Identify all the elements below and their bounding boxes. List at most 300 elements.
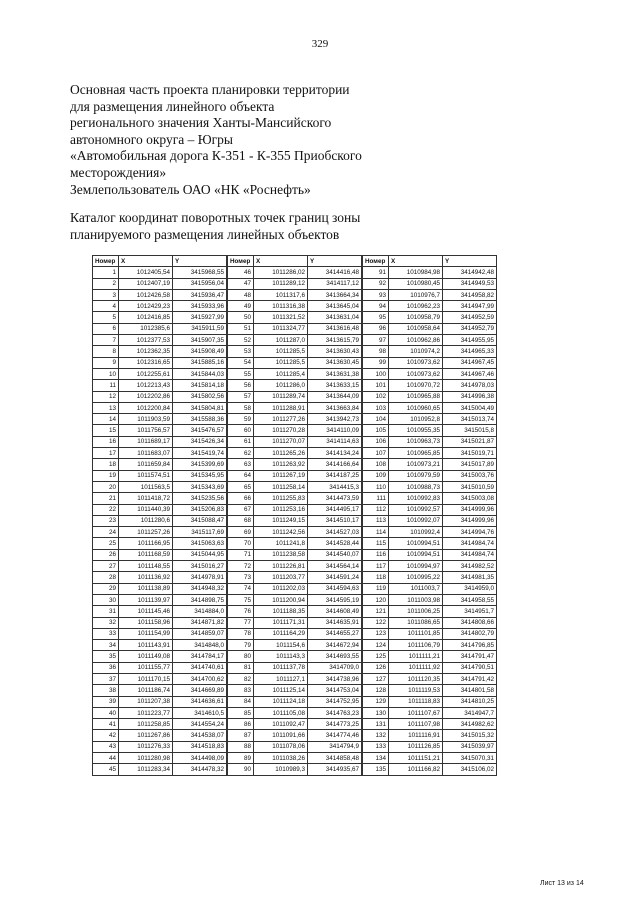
point-number-cell: 89 — [228, 753, 254, 764]
point-number-cell: 13 — [93, 402, 119, 413]
table-row — [93, 606, 227, 617]
x-coordinate-cell: 1011226,81 — [254, 561, 308, 572]
x-coordinate-cell: 1010995,22 — [389, 572, 443, 583]
x-coordinate-cell: 1011258,14 — [254, 481, 308, 492]
point-number-cell: 17 — [93, 448, 119, 459]
y-coordinate-cell: 3414884,0 — [173, 606, 227, 617]
table-row — [228, 753, 362, 764]
table-row — [228, 730, 362, 741]
table-row — [228, 741, 362, 752]
point-number-cell: 9 — [93, 357, 119, 368]
point-number-cell: 123 — [363, 628, 389, 639]
table-row — [228, 312, 362, 323]
y-coordinate-cell: 3415419,74 — [173, 448, 227, 459]
point-number-cell: 42 — [93, 730, 119, 741]
x-coordinate-cell: 1011321,52 — [254, 312, 308, 323]
table-row — [228, 436, 362, 447]
point-number-cell: 119 — [363, 583, 389, 594]
x-coordinate-cell: 1011143,3 — [254, 651, 308, 662]
x-coordinate-cell: 1011107,98 — [389, 719, 443, 730]
x-coordinate-cell: 1011138,89 — [119, 583, 173, 594]
y-coordinate-cell: 3414871,82 — [173, 617, 227, 628]
point-number-cell: 74 — [228, 583, 254, 594]
x-coordinate-cell: 1012426,58 — [119, 289, 173, 300]
table-row — [93, 764, 227, 775]
y-coordinate-cell: 3414967,45 — [443, 357, 497, 368]
table-row — [363, 640, 497, 651]
x-coordinate-cell: 1011659,84 — [119, 459, 173, 470]
x-coordinate-cell: 1011267,86 — [119, 730, 173, 741]
x-coordinate-cell: 1010973,62 — [389, 357, 443, 368]
point-number-cell: 76 — [228, 606, 254, 617]
x-coordinate-cell: 1011200,94 — [254, 594, 308, 605]
point-number-cell: 16 — [93, 436, 119, 447]
point-number-cell: 87 — [228, 730, 254, 741]
point-number-cell: 23 — [93, 515, 119, 526]
table-row — [228, 470, 362, 481]
catalog-title-line: планируемого размещения линейных объектов — [70, 226, 340, 242]
table-row — [228, 504, 362, 515]
point-number-cell: 11 — [93, 380, 119, 391]
point-number-cell: 71 — [228, 549, 254, 560]
point-number-cell: 75 — [228, 594, 254, 605]
y-coordinate-cell: 3414473,59 — [308, 493, 362, 504]
y-coordinate-cell: 3414591,24 — [308, 572, 362, 583]
point-number-cell: 127 — [363, 673, 389, 684]
table-row — [363, 323, 497, 334]
point-number-cell: 38 — [93, 685, 119, 696]
x-coordinate-cell: 1011265,26 — [254, 448, 308, 459]
y-coordinate-cell: 3414996,38 — [443, 391, 497, 402]
x-coordinate-cell: 1011288,91 — [254, 402, 308, 413]
x-coordinate-cell: 1012362,35 — [119, 346, 173, 357]
x-coordinate-cell: 1011756,57 — [119, 425, 173, 436]
point-number-cell: 86 — [228, 719, 254, 730]
point-number-cell: 40 — [93, 707, 119, 718]
x-coordinate-cell: 1011683,07 — [119, 448, 173, 459]
point-number-cell: 77 — [228, 617, 254, 628]
x-coordinate-cell: 1011255,83 — [254, 493, 308, 504]
y-coordinate-cell: 3414610,5 — [173, 707, 227, 718]
x-coordinate-cell: 1011148,55 — [119, 561, 173, 572]
table-row — [363, 346, 497, 357]
y-coordinate-cell: 3415426,34 — [173, 436, 227, 447]
table-row — [93, 549, 227, 560]
column-header: Номер — [93, 256, 119, 267]
y-coordinate-cell: 3415117,69 — [173, 527, 227, 538]
x-coordinate-cell: 1011257,26 — [119, 527, 173, 538]
point-number-cell: 19 — [93, 470, 119, 481]
y-coordinate-cell: 3415936,47 — [173, 289, 227, 300]
table-row — [93, 391, 227, 402]
y-coordinate-cell: 3414655,27 — [308, 628, 362, 639]
table-row — [363, 515, 497, 526]
x-coordinate-cell: 1011171,31 — [254, 617, 308, 628]
table-row — [228, 628, 362, 639]
x-coordinate-cell: 1011091,66 — [254, 730, 308, 741]
table-row — [228, 707, 362, 718]
table-row — [228, 651, 362, 662]
x-coordinate-cell: 1012200,84 — [119, 402, 173, 413]
y-coordinate-cell: 3414994,76 — [443, 527, 497, 538]
table-row — [93, 673, 227, 684]
y-coordinate-cell: 3414978,03 — [443, 380, 497, 391]
point-number-cell: 88 — [228, 741, 254, 752]
y-coordinate-cell: 3414528,44 — [308, 538, 362, 549]
y-coordinate-cell: 3414498,09 — [173, 753, 227, 764]
point-number-cell: 54 — [228, 357, 254, 368]
x-coordinate-cell: 1010976,7 — [389, 289, 443, 300]
y-coordinate-cell: 3414952,59 — [443, 312, 497, 323]
x-coordinate-cell: 1010979,59 — [389, 470, 443, 481]
x-coordinate-cell: 1011006,25 — [389, 606, 443, 617]
point-number-cell: 84 — [228, 696, 254, 707]
point-number-cell: 22 — [93, 504, 119, 515]
column-header: Номер — [228, 256, 254, 267]
table-row — [363, 583, 497, 594]
y-coordinate-cell: 3414942,48 — [443, 267, 497, 278]
table-row — [93, 380, 227, 391]
y-coordinate-cell: 3415956,04 — [173, 278, 227, 289]
x-coordinate-cell: 1010992,57 — [389, 504, 443, 515]
table-row — [228, 515, 362, 526]
point-number-cell: 14 — [93, 414, 119, 425]
catalog-title-line: Каталог координат поворотных точек границ зоны — [70, 210, 361, 225]
x-coordinate-cell: 1011154,6 — [254, 640, 308, 651]
title-line: для размещения линейного объекта — [70, 98, 275, 114]
point-number-cell: 70 — [228, 538, 254, 549]
point-number-cell: 116 — [363, 549, 389, 560]
x-coordinate-cell: 1010958,64 — [389, 323, 443, 334]
table-row — [363, 357, 497, 368]
x-coordinate-cell: 1011263,92 — [254, 459, 308, 470]
table-row — [93, 504, 227, 515]
point-number-cell: 64 — [228, 470, 254, 481]
point-number-cell: 3 — [93, 289, 119, 300]
point-number-cell: 83 — [228, 685, 254, 696]
y-coordinate-cell: 3414564,14 — [308, 561, 362, 572]
x-coordinate-cell: 1010965,88 — [389, 391, 443, 402]
x-coordinate-cell: 1010994,51 — [389, 538, 443, 549]
y-coordinate-cell: 3414773,25 — [308, 719, 362, 730]
point-number-cell: 55 — [228, 368, 254, 379]
x-coordinate-cell: 1011283,34 — [119, 764, 173, 775]
point-number-cell: 37 — [93, 673, 119, 684]
x-coordinate-cell: 1010980,45 — [389, 278, 443, 289]
title-line: Основная часть проекта планировки территории — [70, 82, 350, 97]
x-coordinate-cell: 1011003,98 — [389, 594, 443, 605]
table-row — [93, 312, 227, 323]
table-row — [228, 673, 362, 684]
x-coordinate-cell: 1011277,26 — [254, 414, 308, 425]
point-number-cell: 18 — [93, 459, 119, 470]
point-number-cell: 32 — [93, 617, 119, 628]
coordinates-table-1 — [92, 255, 227, 776]
table-row — [93, 594, 227, 605]
table-row — [363, 301, 497, 312]
x-coordinate-cell: 1011119,53 — [389, 685, 443, 696]
y-coordinate-cell: 3414114,63 — [308, 436, 362, 447]
point-number-cell: 47 — [228, 278, 254, 289]
point-number-cell: 35 — [93, 651, 119, 662]
point-number-cell: 46 — [228, 267, 254, 278]
table-row — [93, 414, 227, 425]
point-number-cell: 113 — [363, 515, 389, 526]
y-coordinate-cell: 3414999,96 — [443, 515, 497, 526]
x-coordinate-cell: 1010962,23 — [389, 301, 443, 312]
point-number-cell: 69 — [228, 527, 254, 538]
table-row — [93, 561, 227, 572]
y-coordinate-cell: 3415015,32 — [443, 730, 497, 741]
x-coordinate-cell: 1010984,98 — [389, 267, 443, 278]
point-number-cell: 110 — [363, 481, 389, 492]
y-coordinate-cell: 3414947,99 — [443, 301, 497, 312]
x-coordinate-cell: 1011286,02 — [254, 267, 308, 278]
table-row — [228, 368, 362, 379]
x-coordinate-cell: 1012416,85 — [119, 312, 173, 323]
y-coordinate-cell: 3413645,04 — [308, 301, 362, 312]
point-number-cell: 121 — [363, 606, 389, 617]
x-coordinate-cell: 1011289,12 — [254, 278, 308, 289]
y-coordinate-cell: 3414898,75 — [173, 594, 227, 605]
y-coordinate-cell: 3414948,32 — [173, 583, 227, 594]
point-number-cell: 12 — [93, 391, 119, 402]
table-row — [228, 323, 362, 334]
y-coordinate-cell: 3414965,33 — [443, 346, 497, 357]
x-coordinate-cell: 1011317,6 — [254, 289, 308, 300]
y-coordinate-cell: 3414801,58 — [443, 685, 497, 696]
y-coordinate-cell: 3414495,17 — [308, 504, 362, 515]
point-number-cell: 124 — [363, 640, 389, 651]
y-coordinate-cell: 3414416,48 — [308, 267, 362, 278]
x-coordinate-cell: 1011038,26 — [254, 753, 308, 764]
x-coordinate-cell: 1010994,97 — [389, 561, 443, 572]
point-number-cell: 78 — [228, 628, 254, 639]
y-coordinate-cell: 3414810,25 — [443, 696, 497, 707]
y-coordinate-cell: 3414791,47 — [443, 651, 497, 662]
y-coordinate-cell: 3414802,79 — [443, 628, 497, 639]
x-coordinate-cell: 1011120,35 — [389, 673, 443, 684]
point-number-cell: 94 — [363, 301, 389, 312]
table-row — [93, 459, 227, 470]
y-coordinate-cell: 3414608,49 — [308, 606, 362, 617]
y-coordinate-cell: 3415885,16 — [173, 357, 227, 368]
point-number-cell: 73 — [228, 572, 254, 583]
table-row — [363, 368, 497, 379]
x-coordinate-cell: 1011136,92 — [119, 572, 173, 583]
x-coordinate-cell: 1011285,4 — [254, 368, 308, 379]
table-row — [93, 640, 227, 651]
column-header: Номер — [363, 256, 389, 267]
point-number-cell: 91 — [363, 267, 389, 278]
x-coordinate-cell: 1011242,56 — [254, 527, 308, 538]
x-coordinate-cell: 1011903,59 — [119, 414, 173, 425]
table-row — [363, 391, 497, 402]
table-row — [228, 278, 362, 289]
y-coordinate-cell: 3414700,62 — [173, 673, 227, 684]
y-coordinate-cell: 3413630,45 — [308, 357, 362, 368]
y-coordinate-cell: 3414784,17 — [173, 651, 227, 662]
y-coordinate-cell: 3414693,55 — [308, 651, 362, 662]
x-coordinate-cell: 1011241,8 — [254, 538, 308, 549]
x-coordinate-cell: 1011158,96 — [119, 617, 173, 628]
y-coordinate-cell: 3414955,95 — [443, 335, 497, 346]
x-coordinate-cell: 1011164,29 — [254, 628, 308, 639]
y-coordinate-cell: 3414959,0 — [443, 583, 497, 594]
y-coordinate-cell: 3414848,0 — [173, 640, 227, 651]
table-row — [363, 753, 497, 764]
column-header: Y — [173, 256, 227, 267]
point-number-cell: 107 — [363, 448, 389, 459]
x-coordinate-cell: 1011440,39 — [119, 504, 173, 515]
y-coordinate-cell: 3414110,09 — [308, 425, 362, 436]
point-number-cell: 101 — [363, 380, 389, 391]
x-coordinate-cell: 1010960,65 — [389, 402, 443, 413]
y-coordinate-cell: 3415927,99 — [173, 312, 227, 323]
table-row — [93, 527, 227, 538]
document-title — [70, 82, 530, 198]
point-number-cell: 135 — [363, 764, 389, 775]
title-line: Землепользователь ОАО «НК «Роснефть» — [70, 181, 311, 197]
point-number-cell: 126 — [363, 662, 389, 673]
table-row — [93, 323, 227, 334]
column-header: Y — [443, 256, 497, 267]
x-coordinate-cell: 1011151,21 — [389, 753, 443, 764]
point-number-cell: 8 — [93, 346, 119, 357]
table-row — [363, 696, 497, 707]
table-row — [363, 673, 497, 684]
y-coordinate-cell: 3415013,74 — [443, 414, 497, 425]
x-coordinate-cell: 1011111,92 — [389, 662, 443, 673]
y-coordinate-cell: 3414949,53 — [443, 278, 497, 289]
y-coordinate-cell: 3413631,38 — [308, 368, 362, 379]
point-number-cell: 10 — [93, 368, 119, 379]
y-coordinate-cell: 3414763,23 — [308, 707, 362, 718]
table-row — [93, 289, 227, 300]
x-coordinate-cell: 1010992,4 — [389, 527, 443, 538]
y-coordinate-cell: 3414738,96 — [308, 673, 362, 684]
table-row — [228, 289, 362, 300]
point-number-cell: 108 — [363, 459, 389, 470]
point-number-cell: 80 — [228, 651, 254, 662]
point-number-cell: 125 — [363, 651, 389, 662]
table-row — [363, 289, 497, 300]
point-number-cell: 134 — [363, 753, 389, 764]
x-coordinate-cell: 1012377,53 — [119, 335, 173, 346]
point-number-cell: 131 — [363, 719, 389, 730]
table-row — [228, 481, 362, 492]
table-row — [228, 391, 362, 402]
point-number-cell: 4 — [93, 301, 119, 312]
point-number-cell: 79 — [228, 640, 254, 651]
y-coordinate-cell: 3414982,62 — [443, 719, 497, 730]
point-number-cell: 65 — [228, 481, 254, 492]
y-coordinate-cell: 3415021,87 — [443, 436, 497, 447]
table-row — [363, 448, 497, 459]
y-coordinate-cell: 3415004,49 — [443, 402, 497, 413]
y-coordinate-cell: 3414999,96 — [443, 504, 497, 515]
y-coordinate-cell: 3413663,84 — [308, 402, 362, 413]
x-coordinate-cell: 1010973,62 — [389, 368, 443, 379]
y-coordinate-cell: 3414967,46 — [443, 368, 497, 379]
x-coordinate-cell: 1012316,65 — [119, 357, 173, 368]
point-number-cell: 90 — [228, 764, 254, 775]
column-header: Y — [308, 256, 362, 267]
x-coordinate-cell: 1011105,08 — [254, 707, 308, 718]
y-coordinate-cell: 3415588,36 — [173, 414, 227, 425]
x-coordinate-cell: 1011188,35 — [254, 606, 308, 617]
y-coordinate-cell: 3414518,83 — [173, 741, 227, 752]
x-coordinate-cell: 1012429,23 — [119, 301, 173, 312]
point-number-cell: 39 — [93, 696, 119, 707]
y-coordinate-cell: 3414951,7 — [443, 606, 497, 617]
y-coordinate-cell: 3414796,85 — [443, 640, 497, 651]
point-number-cell: 66 — [228, 493, 254, 504]
y-coordinate-cell: 3414538,07 — [173, 730, 227, 741]
x-coordinate-cell: 1011155,77 — [119, 662, 173, 673]
x-coordinate-cell: 1011316,38 — [254, 301, 308, 312]
point-number-cell: 48 — [228, 289, 254, 300]
y-coordinate-cell: 3414709,0 — [308, 662, 362, 673]
point-number-cell: 43 — [93, 741, 119, 752]
table-row — [228, 606, 362, 617]
point-number-cell: 2 — [93, 278, 119, 289]
table-row — [93, 515, 227, 526]
y-coordinate-cell: 3414984,74 — [443, 538, 497, 549]
y-coordinate-cell: 3414958,82 — [443, 289, 497, 300]
y-coordinate-cell: 3415968,55 — [173, 267, 227, 278]
x-coordinate-cell: 1011086,65 — [389, 617, 443, 628]
point-number-cell: 45 — [93, 764, 119, 775]
point-number-cell: 105 — [363, 425, 389, 436]
table-row — [228, 459, 362, 470]
y-coordinate-cell: 3415010,59 — [443, 481, 497, 492]
x-coordinate-cell: 1010992,83 — [389, 493, 443, 504]
y-coordinate-cell: 3414958,55 — [443, 594, 497, 605]
x-coordinate-cell: 1011166,82 — [389, 764, 443, 775]
y-coordinate-cell: 3414527,03 — [308, 527, 362, 538]
table-row — [363, 436, 497, 447]
x-coordinate-cell: 1010958,79 — [389, 312, 443, 323]
x-coordinate-cell: 1011106,79 — [389, 640, 443, 651]
x-coordinate-cell: 1011207,38 — [119, 696, 173, 707]
table-row — [228, 335, 362, 346]
y-coordinate-cell: 3415016,27 — [173, 561, 227, 572]
point-number-cell: 132 — [363, 730, 389, 741]
table-row — [228, 719, 362, 730]
table-row — [363, 730, 497, 741]
y-coordinate-cell: 3413630,43 — [308, 346, 362, 357]
table-row — [228, 561, 362, 572]
y-coordinate-cell: 3415907,35 — [173, 335, 227, 346]
y-coordinate-cell: 3415063,63 — [173, 538, 227, 549]
table-row — [93, 267, 227, 278]
table-row — [363, 561, 497, 572]
table-row — [93, 436, 227, 447]
x-coordinate-cell: 1010963,73 — [389, 436, 443, 447]
y-coordinate-cell: 3415235,56 — [173, 493, 227, 504]
x-coordinate-cell: 1011107,67 — [389, 707, 443, 718]
x-coordinate-cell: 1011145,46 — [119, 606, 173, 617]
x-coordinate-cell: 1011563,5 — [119, 481, 173, 492]
x-coordinate-cell: 1011280,6 — [119, 515, 173, 526]
table-row — [363, 481, 497, 492]
table-row — [228, 764, 362, 775]
table-row — [228, 696, 362, 707]
y-coordinate-cell: 3413644,09 — [308, 391, 362, 402]
table-row — [228, 549, 362, 560]
y-coordinate-cell: 3413633,15 — [308, 380, 362, 391]
